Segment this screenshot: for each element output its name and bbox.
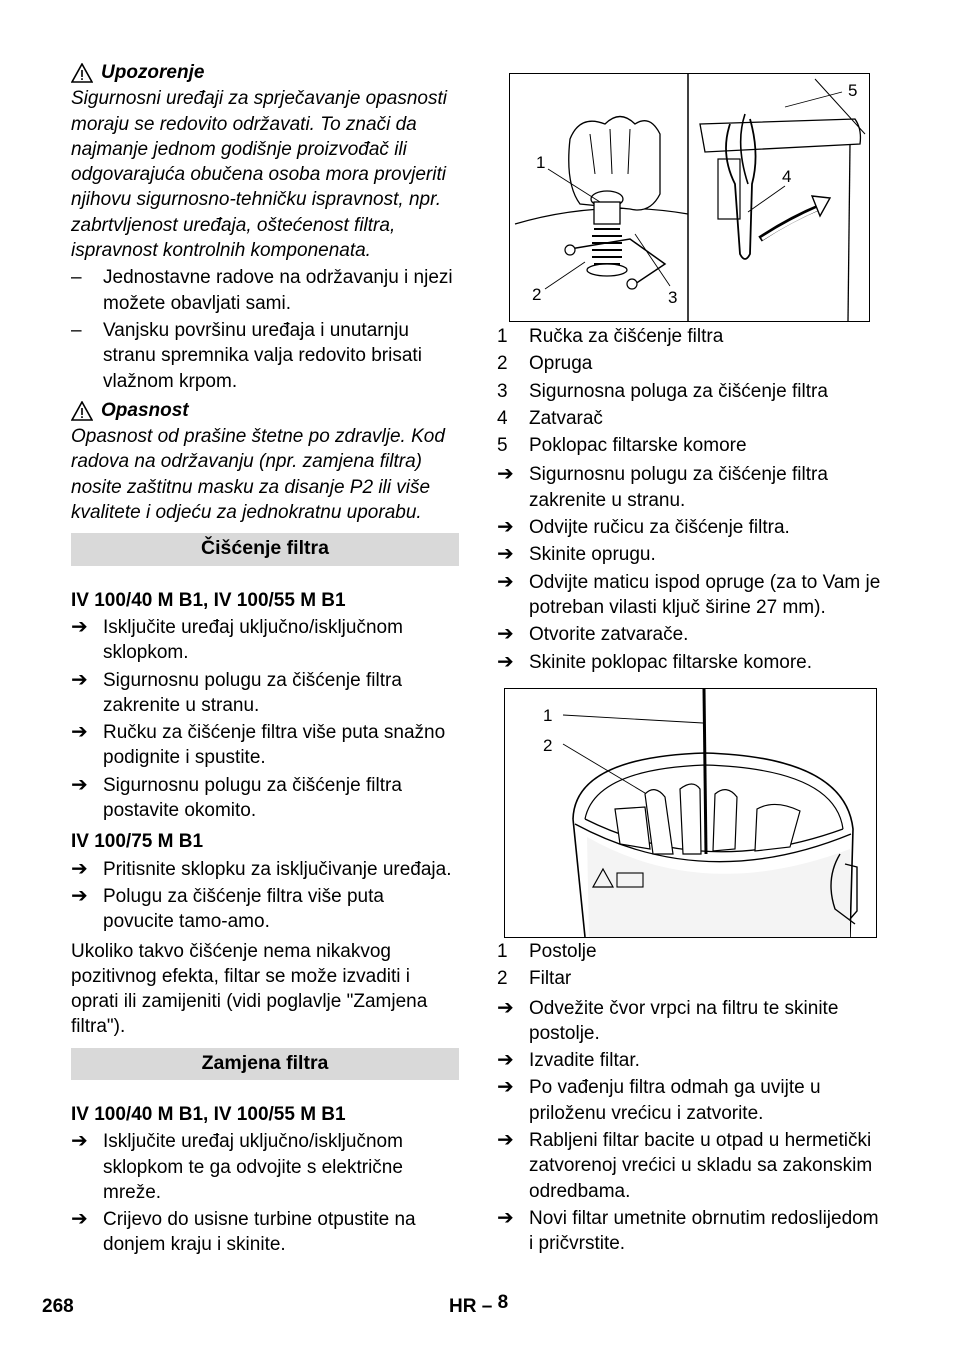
step-text: Crijevo do usisne turbine otpustite na donjem kraju i skinite. bbox=[103, 1209, 416, 1256]
arrow-icon: ➔ bbox=[71, 615, 88, 638]
arrow-icon: ➔ bbox=[497, 463, 514, 486]
arrow-icon: ➔ bbox=[71, 857, 88, 880]
legend-number: 3 bbox=[497, 380, 508, 402]
step-text: Skinite poklopac filtarske komore. bbox=[529, 651, 813, 673]
step-item bbox=[71, 615, 459, 666]
model-subheading: IV 100/40 M B1, IV 100/55 M B1 bbox=[71, 1103, 346, 1125]
legend-text: Postolje bbox=[529, 941, 597, 962]
callout-3: 3 bbox=[668, 288, 678, 307]
step-item bbox=[497, 570, 887, 621]
step-list bbox=[71, 1129, 459, 1257]
step-item bbox=[497, 515, 887, 540]
arrow-icon: ➔ bbox=[497, 996, 514, 1019]
callout-5: 5 bbox=[848, 81, 858, 100]
danger-heading bbox=[71, 398, 459, 423]
legend-list bbox=[497, 324, 887, 458]
step-item bbox=[71, 1129, 459, 1205]
step-text: Sigurnosnu polugu za čišćenje filtra zakrenite u stranu. bbox=[529, 464, 828, 511]
danger-text: Opasnost od prašine štetne po zdravlje. Kod radova na održavanju (npr. zamjena filtra) nosite zaštitnu masku za disanje P2 ili više kvalitete i odjeću za jednokratnu uporabu. bbox=[71, 426, 445, 524]
step-text: Odvežite čvor vrpci na filtru te skinite postolje. bbox=[529, 997, 839, 1044]
step-item bbox=[497, 542, 887, 567]
step-text: Po vađenju filtra odmah ga uvijte u priloženu vrećicu i zatvorite. bbox=[529, 1077, 821, 1124]
dash-item-text: Vanjsku površinu uređaja i unutarnju stranu spremnika valja redovito brisati vlažnom krpom. bbox=[103, 319, 422, 392]
legend-number: 4 bbox=[497, 407, 508, 429]
footer-dash: – bbox=[481, 1296, 493, 1317]
arrow-icon: ➔ bbox=[497, 623, 514, 646]
legend-number: 1 bbox=[497, 326, 508, 347]
model-subheading: IV 100/75 M B1 bbox=[71, 831, 204, 853]
step-text: Ručku za čišćenje filtra više puta snažno podignite i spustite. bbox=[103, 722, 446, 769]
arrow-icon: ➔ bbox=[497, 1129, 514, 1152]
legend-number: 5 bbox=[497, 435, 508, 457]
step-item bbox=[497, 462, 887, 513]
dash-list bbox=[71, 265, 459, 393]
arrow-icon: ➔ bbox=[71, 773, 88, 796]
legend-item bbox=[497, 324, 887, 349]
arrow-icon: ➔ bbox=[71, 884, 88, 907]
step-text: Otvorite zatvarače. bbox=[529, 624, 689, 646]
dash-item-text: Jednostavne radove na održavanju i njezi možete obavljati sami. bbox=[103, 267, 453, 314]
step-item bbox=[497, 1206, 887, 1257]
step-text: Polugu za čišćenje filtra više puta povucite tamo-amo. bbox=[103, 885, 384, 933]
warning-heading bbox=[71, 60, 459, 85]
step-text: Odvijte ručicu za čišćenje filtra. bbox=[529, 517, 790, 539]
dash-marker: – bbox=[71, 319, 82, 341]
callout-1: 1 bbox=[536, 153, 546, 172]
figure2-illustration bbox=[505, 689, 876, 937]
footer-lang: HR bbox=[449, 1296, 477, 1317]
legend-item bbox=[497, 939, 887, 964]
legend-list bbox=[497, 939, 887, 992]
arrow-icon: ➔ bbox=[497, 1076, 514, 1099]
step-list bbox=[497, 996, 887, 1257]
dash-item bbox=[71, 265, 459, 316]
step-text: Odvijte maticu ispod opruge (za to Vam je potreban vilasti ključ širine 27 mm). bbox=[529, 571, 881, 618]
step-item bbox=[71, 857, 459, 882]
step-item bbox=[71, 1207, 459, 1258]
legend-text: Ručka za čišćenje filtra bbox=[529, 326, 724, 347]
right-column-upper bbox=[497, 322, 887, 679]
legend-item bbox=[497, 433, 887, 458]
step-text: Skinite oprugu. bbox=[529, 544, 656, 566]
section-heading-filter-cleaning: Čišćenje filtra bbox=[71, 533, 459, 565]
arrow-icon: ➔ bbox=[71, 1130, 88, 1153]
step-text: Sigurnosnu polugu za čišćenje filtra zakrenite u stranu. bbox=[103, 669, 402, 716]
step-text: Pritisnite sklopku za isključivanje uređaja. bbox=[103, 858, 452, 880]
arrow-icon: ➔ bbox=[497, 516, 514, 539]
legend-item bbox=[497, 406, 887, 431]
callout-2: 2 bbox=[532, 285, 542, 304]
right-column-lower bbox=[497, 937, 887, 1261]
figure1-illustration bbox=[510, 74, 869, 321]
step-item bbox=[71, 720, 459, 771]
footer-subpage: 8 bbox=[497, 1292, 509, 1313]
callout-2: 2 bbox=[543, 736, 553, 755]
legend-number: 2 bbox=[497, 968, 508, 990]
step-text: Isključite uređaj uključno/isključnom sklopkom. bbox=[103, 616, 403, 664]
step-item bbox=[497, 650, 887, 675]
legend-item bbox=[497, 351, 887, 376]
callout-1: 1 bbox=[543, 706, 553, 725]
warning-triangle-icon bbox=[71, 401, 93, 421]
step-text: Izvadite filtar. bbox=[529, 1050, 640, 1072]
legend-text: Zatvarač bbox=[529, 407, 603, 429]
arrow-icon: ➔ bbox=[71, 1208, 88, 1231]
figure-filter-cleaning-mechanism bbox=[509, 73, 870, 322]
dash-marker: – bbox=[71, 267, 82, 289]
arrow-icon: ➔ bbox=[497, 650, 514, 673]
step-list bbox=[497, 462, 887, 674]
legend-number: 1 bbox=[497, 941, 508, 962]
paragraph: Ukoliko takvo čišćenje nema nikakvog pozitivnog efekta, filtar se može izvaditi i oprati ili zamijeniti (vidi poglavlje "Zamjena filtra"). bbox=[71, 940, 428, 1038]
legend-item bbox=[497, 966, 887, 991]
legend-text: Filtar bbox=[529, 968, 572, 990]
step-text: Rabljeni filtar bacite u otpad u hermetički zatvorenoj vrećici u skladu sa zakonskim odredbama. bbox=[529, 1130, 873, 1202]
step-item bbox=[497, 1048, 887, 1073]
dash-item bbox=[71, 318, 459, 394]
legend-text: Opruga bbox=[529, 353, 593, 375]
warning-text: Sigurnosni uređaji za sprječavanje opasnosti moraju se redovito održavati. To znači da najmanje jednom godišnje proizvođač ili odgovarajuća obučena osoba mora provjeriti njihovu sigurnosno-tehničku ispravnost, npr. zabrtvljenost uređaja, oštećenost filtra, ispravnost kontrolnih komponenata. bbox=[71, 88, 448, 262]
footer-language-page bbox=[449, 1292, 509, 1318]
step-item bbox=[497, 1128, 887, 1204]
figure-filter-container bbox=[504, 688, 877, 938]
step-item bbox=[71, 773, 459, 824]
warning-title: Upozorenje bbox=[101, 62, 205, 83]
left-column bbox=[71, 60, 459, 1262]
section-heading-filter-replacement: Zamjena filtra bbox=[71, 1048, 459, 1080]
step-item bbox=[71, 668, 459, 719]
step-item bbox=[497, 622, 887, 647]
legend-text: Poklopac filtarske komore bbox=[529, 435, 747, 457]
step-list bbox=[71, 857, 459, 935]
arrow-icon: ➔ bbox=[71, 721, 88, 744]
step-list bbox=[71, 615, 459, 823]
legend-text: Sigurnosna poluga za čišćenje filtra bbox=[529, 380, 828, 402]
danger-title: Opasnost bbox=[101, 399, 189, 421]
warning-triangle-icon bbox=[71, 63, 93, 83]
model-subheading: IV 100/40 M B1, IV 100/55 M B1 bbox=[71, 589, 346, 611]
step-text: Novi filtar umetnite obrnutim redoslijedom i pričvrstite. bbox=[529, 1207, 879, 1255]
step-item bbox=[71, 884, 459, 935]
legend-number: 2 bbox=[497, 353, 508, 375]
step-item bbox=[497, 996, 887, 1047]
arrow-icon: ➔ bbox=[497, 1049, 514, 1072]
arrow-icon: ➔ bbox=[497, 543, 514, 566]
arrow-icon: ➔ bbox=[497, 1206, 514, 1229]
arrow-icon: ➔ bbox=[71, 668, 88, 691]
callout-4: 4 bbox=[782, 167, 792, 186]
arrow-icon: ➔ bbox=[497, 570, 514, 593]
legend-item bbox=[497, 379, 887, 404]
step-item bbox=[497, 1075, 887, 1126]
step-text: Isključite uređaj uključno/isključnom sklopkom te ga odvojite s električne mreže. bbox=[103, 1131, 403, 1203]
step-text: Sigurnosnu polugu za čišćenje filtra postavite okomito. bbox=[103, 774, 402, 822]
page-number: 268 bbox=[42, 1296, 74, 1317]
